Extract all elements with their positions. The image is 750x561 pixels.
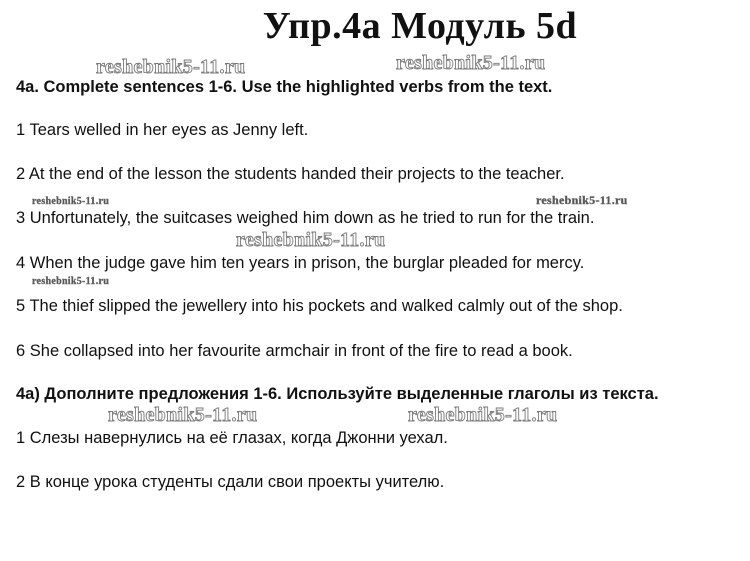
translation-1: 1 Слезы навернулись на её глазах, когда Джонни уехал.: [16, 429, 448, 447]
watermark: reshebnik5-11.ru: [108, 404, 258, 426]
sentence-4: 4 When the judge gave him ten years in prison, the burglar pleaded for mercy.: [16, 254, 585, 272]
watermark: reshebnik5-11.ru: [408, 404, 558, 426]
sentence-6: 6 She collapsed into her favourite armchair in front of the fire to read a book.: [16, 342, 573, 360]
watermark: reshebnik5-11.ru: [396, 52, 546, 74]
watermark: reshebnik5-11.ru: [96, 56, 246, 78]
sentence-3: 3 Unfortunately, the suitcases weighed him down as he tried to run for the train.: [16, 209, 595, 227]
exercise-heading-russian: 4а) Дополните предложения 1-6. Используйте выделенные глаголы из текста.: [16, 385, 659, 403]
sentence-5: 5 The thief slipped the jewellery into his pockets and walked calmly out of the shop.: [16, 297, 623, 315]
sentence-2: 2 At the end of the lesson the students handed their projects to the teacher.: [16, 165, 565, 183]
exercise-heading-english: 4a. Complete sentences 1-6. Use the highlighted verbs from the text.: [16, 78, 553, 96]
page-title: Упр.4а Модуль 5d: [262, 5, 578, 47]
translation-2: 2 В конце урока студенты сдали свои проекты учителю.: [16, 473, 445, 491]
watermark: reshebnik5-11.ru: [32, 276, 110, 287]
watermark: reshebnik5-11.ru: [236, 229, 386, 251]
sentence-1: 1 Tears welled in her eyes as Jenny left.: [16, 121, 309, 139]
watermark: reshebnik5-11.ru: [32, 196, 110, 207]
watermark: reshebnik5-11.ru: [536, 193, 628, 207]
